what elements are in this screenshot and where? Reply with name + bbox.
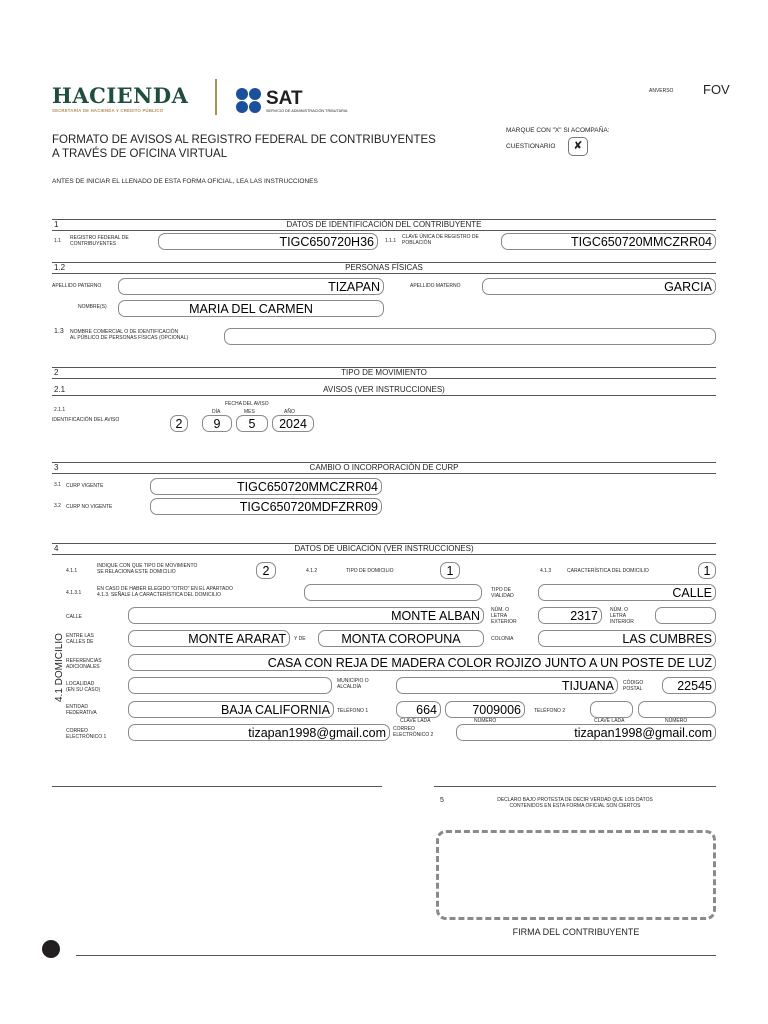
form-title (52, 133, 436, 161)
fecha-aviso-label: FECHA DEL AVISO (225, 401, 269, 407)
declaro-line1: DECLARO BAJO PROTESTA DE DECIR VERDAD QUE LOS DATOS (497, 797, 653, 803)
comercial-number: 1.3 (54, 328, 64, 335)
dia-field[interactable]: 9 (202, 415, 232, 432)
entidad-label (66, 704, 97, 716)
section-title: DATOS DE UBICACIÓN (VER INSTRUCCIONES) (294, 544, 474, 553)
telefono1-lada-label: CLAVE LADA (400, 718, 431, 724)
otro-field[interactable] (304, 584, 482, 601)
nombre-label: NOMBRE(S) (78, 304, 107, 310)
referencias-label (66, 658, 102, 670)
section-5-left-rule (52, 786, 382, 787)
section-4-header (52, 543, 716, 555)
telefono1-numero-label: NÚMERO (474, 718, 497, 724)
comercial-label-line1: NOMBRE COMERCIAL O DE IDENTIFICACIÓN (70, 329, 179, 335)
curp-label: CLAVE ÚNICA DE REGISTRO DE POBLACIÓN (402, 234, 479, 246)
section-5-number: 5 (440, 797, 444, 804)
personas-fisicas-header (52, 262, 716, 274)
curp-number: 1.1.1 (385, 238, 397, 244)
telefono2-lada-field[interactable] (590, 701, 633, 718)
telefono2-label: TELÉFONO 2 (534, 708, 566, 714)
num-exterior-label (491, 607, 517, 625)
section-title: PERSONAS FÍSICAS (345, 263, 423, 272)
correo1-field[interactable]: tizapan1998@gmail.com (128, 724, 390, 741)
tipo-movimiento-label-line1: INDIQUE CON QUE TIPO DE MOVIMIENTO (97, 563, 198, 569)
id-aviso-label: IDENTIFICACIÓN DEL AVISO (52, 417, 120, 423)
apellido-materno-label: APELLIDO MATERNO (410, 283, 461, 289)
tipo-movimiento-label-line2: SE RELACIONA ESTE DOMICILIO (97, 569, 176, 575)
calle-label: CALLE (66, 614, 82, 620)
sat-title: SAT (266, 88, 303, 109)
section-number: 3 (54, 463, 59, 472)
correo2-label (393, 726, 433, 738)
section-title: DATOS DE IDENTIFICACIÓN DEL CONTRIBUYENTE (286, 220, 482, 229)
hacienda-title: HACIENDA (52, 83, 189, 108)
codigo-postal-label-line1: CÓDIGO (623, 680, 644, 686)
form-code: FOV (703, 82, 730, 97)
entre-calles-label-line2: CALLES DE (66, 639, 94, 645)
firma-box[interactable] (436, 830, 716, 920)
apellido-materno-field[interactable]: GARCIA (482, 278, 716, 295)
footer-rule (76, 955, 716, 956)
num-interior-label-line1: NÚM. O (610, 607, 629, 613)
section-number: 1.2 (54, 263, 66, 272)
referencias-label-line2: ADICIONALES (66, 664, 100, 670)
correo1-label-line1: CORREO (66, 728, 88, 734)
municipio-label-line2: ALCALDÍA (337, 684, 362, 690)
tipo-vialidad-label-line2: VIALIDAD (491, 593, 514, 599)
num-interior-label-line3: INTERIOR (610, 619, 634, 625)
referencias-field[interactable]: CASA CON REJA DE MADERA COLOR ROJIZO JUNTO A UN POSTE DE LUZ (128, 654, 716, 671)
num-interior-label-line2: LETRA (610, 613, 627, 619)
avisos-header (52, 385, 716, 396)
section-title: AVISOS (VER INSTRUCCIONES) (323, 385, 445, 394)
section-5-right-rule (434, 786, 716, 787)
localidad-field[interactable] (128, 677, 332, 694)
domicilio-side-label: 4.1 DOMICILIO (54, 633, 65, 702)
telefono1-lada-field[interactable]: 664 (396, 701, 441, 718)
cuestionario-checkbox[interactable] (568, 137, 588, 156)
num-exterior-field[interactable]: 2317 (538, 607, 602, 624)
rfc-label: REGISTRO FEDERAL DE CONTRIBUYENTES (70, 235, 129, 247)
anio-label: AÑO (284, 409, 295, 415)
firma-label: FIRMA DEL CONTRIBUYENTE (512, 927, 640, 937)
section-2-header (52, 367, 716, 379)
num-interior-field[interactable] (655, 607, 716, 624)
y-de-label: Y DE (294, 636, 306, 642)
cuestionario-label: CUESTIONARIO (506, 143, 556, 150)
apellido-paterno-field[interactable]: TIZAPAN (118, 278, 384, 295)
codigo-postal-label-line2: POSTAL (623, 686, 643, 692)
section-title: TIPO DE MOVIMIENTO (341, 368, 427, 377)
municipio-label-line1: MUNICIPIO O (337, 678, 369, 684)
telefono2-numero-field[interactable] (638, 701, 716, 718)
telefono1-numero-field[interactable]: 7009006 (445, 701, 525, 718)
correo2-label-line1: CORREO (393, 726, 415, 732)
section-title: CAMBIO O INCORPORACIÓN DE CURP (309, 463, 459, 472)
correo2-field[interactable]: tizapan1998@gmail.com (456, 724, 716, 741)
sat-logo (234, 87, 394, 117)
anio-field[interactable]: 2024 (272, 415, 314, 432)
localidad-label-line1: LOCALIDAD (66, 681, 95, 687)
caracteristica-label: CARACTERÍSTICA DEL DOMICILIO (567, 568, 649, 574)
curp-field[interactable]: TIGC650720MMCZRR04 (501, 233, 716, 250)
codigo-postal-field[interactable]: 22545 (662, 677, 716, 694)
tipo-domicilio-label: TIPO DE DOMICILIO (346, 568, 394, 574)
curp-vigente-number: 3.1 (54, 482, 61, 488)
hacienda-logo (52, 84, 192, 118)
sat-subtitle: SERVICIO DE ADMINISTRACIÓN TRIBUTARIA (266, 109, 348, 113)
instrucciones-note: ANTES DE INICIAR EL LLENADO DE ESTA FORMA OFICIAL, LEA LAS INSTRUCCIONES (52, 178, 318, 185)
tipo-movimiento-label (97, 563, 197, 575)
entidad-label-line2: FEDERATIVA (66, 710, 97, 716)
tipo-vialidad-label-line1: TIPO DE (491, 587, 512, 593)
curp-no-vigente-field[interactable]: TIGC650720MDFZRR09 (150, 498, 382, 515)
colonia-field[interactable]: LAS CUMBRES (538, 630, 716, 647)
declaro-line2: CONTENIDOS EN ESTA FORMA OFICIAL SON CIERTOS (509, 803, 641, 809)
otro-label-line2: 4.1.3. SEÑALE LA CARACTERÍSTICA DEL DOMICILIO (97, 592, 222, 598)
num-exterior-label-line2: LETRA (491, 613, 508, 619)
correo1-label-line2: ELECTRÓNICO 1 (66, 734, 107, 740)
form-title-line2: A TRAVÉS DE OFICINA VIRTUAL (52, 148, 228, 160)
num-interior-label (610, 607, 634, 625)
comercial-field[interactable] (224, 328, 716, 345)
comercial-label (70, 329, 188, 341)
nombre-field[interactable]: MARIA DEL CARMEN (118, 300, 384, 317)
section-number: 4 (54, 544, 59, 553)
referencias-label-line1: REFERENCIAS (66, 658, 102, 664)
colonia-label: COLONIA (491, 636, 514, 642)
localidad-label (66, 681, 100, 693)
localidad-label-line2: (EN SU CASO) (66, 687, 101, 693)
rfc-number: 1.1 (54, 238, 61, 244)
tipo-domicilio-field[interactable]: 1 (440, 562, 460, 579)
calle-field[interactable]: MONTE ALBAN (128, 607, 484, 624)
caracteristica-field[interactable]: 1 (698, 562, 716, 579)
mes-field[interactable]: 5 (236, 415, 268, 432)
comercial-label-line2: AL PÚBLICO DE PERSONAS FÍSICAS (OPCIONAL) (70, 335, 189, 341)
entre-calles-field[interactable]: MONTE ARARAT (128, 630, 290, 647)
tipo-vialidad-field[interactable]: CALLE (538, 584, 716, 601)
tipo-vialidad-label (491, 587, 514, 599)
dia-label: DÍA (212, 409, 221, 415)
otro-number: 4.1.3.1 (66, 590, 82, 596)
logo-divider (215, 79, 217, 115)
municipio-label (337, 678, 369, 690)
correo1-label (66, 728, 106, 740)
marque-label: MARQUE CON "X" SI ACOMPAÑA: (506, 127, 610, 134)
otro-label (97, 586, 233, 598)
curp-no-vigente-number: 3.2 (54, 503, 61, 509)
entre-calles-label (66, 633, 94, 645)
entre-calles-label-line1: ENTRE LAS (66, 633, 94, 639)
curp-vigente-field[interactable]: TIGC650720MMCZRR04 (150, 478, 382, 495)
declaro-text (460, 797, 690, 809)
tipo-movimiento-field[interactable]: 2 (256, 562, 276, 579)
tipo-domicilio-number: 4.1.2 (306, 568, 318, 574)
caracteristica-number: 4.1.3 (540, 568, 552, 574)
rfc-field[interactable]: TIGC650720H36 (158, 233, 378, 250)
apellido-paterno-label: APELLIDO PATERNO (52, 283, 102, 289)
mes-label: MES (244, 409, 255, 415)
telefono2-numero-label: NÚMERO (665, 718, 688, 724)
entidad-field[interactable]: BAJA CALIFORNIA (128, 701, 334, 718)
otro-label-line1: EN CASO DE HABER ELEGIDO "OTRO" EN EL APARTADO (97, 586, 233, 592)
telefono1-label: TELÉFONO 1 (337, 708, 369, 714)
municipio-field[interactable]: TIJUANA (396, 677, 618, 694)
anverso-label: ANVERSO (649, 88, 674, 94)
num-exterior-label-line1: NÚM. O (491, 607, 510, 613)
footer-dot (42, 940, 60, 958)
hacienda-subtitle: SECRETARÍA DE HACIENDA Y CRÉDITO PÚBLICO (52, 108, 164, 113)
correo2-label-line2: ELECTRÓNICO 2 (393, 732, 434, 738)
form-title-line1: FORMATO DE AVISOS AL REGISTRO FEDERAL DE CONTRIBUYENTES (52, 134, 436, 146)
telefono2-lada-label: CLAVE LADA (594, 718, 625, 724)
check-x-icon: ✘ (573, 140, 583, 152)
codigo-postal-label (623, 680, 643, 692)
section-number: 1 (54, 220, 59, 229)
entidad-label-line1: ENTIDAD (66, 704, 88, 710)
section-number: 2 (54, 368, 59, 377)
sat-dots-icon (234, 87, 264, 115)
section-number: 2.1 (54, 385, 66, 394)
num-exterior-label-line3: EXTERIOR (491, 619, 517, 625)
id-aviso-field[interactable]: 2 (170, 415, 188, 432)
curp-vigente-label: CURP VIGENTE (66, 483, 104, 489)
id-aviso-number: 2.1.1 (54, 407, 66, 413)
section-3-header (52, 462, 716, 474)
tipo-movimiento-number: 4.1.1 (66, 568, 78, 574)
curp-no-vigente-label: CURP NO VIGENTE (66, 504, 113, 510)
y-de-field[interactable]: MONTA COROPUNA (318, 630, 484, 647)
section-1-header (52, 219, 716, 231)
